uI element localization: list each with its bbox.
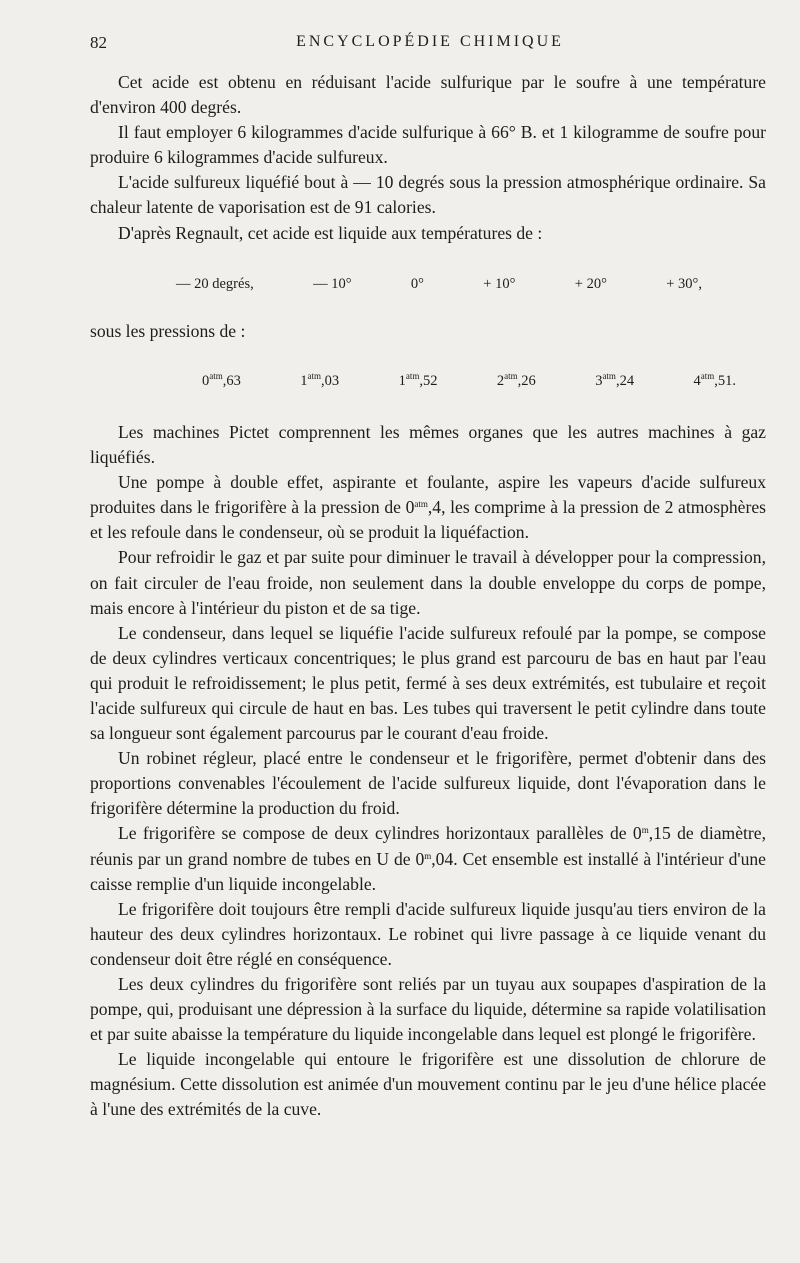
paragraph: D'après Regnault, cet acide est liquide aux températures de : <box>118 222 543 243</box>
temperature-value: + 30°, <box>666 275 702 292</box>
paragraph: Il faut employer 6 kilogrammes d'acide sulfurique à 66° B. et 1 kilogramme de soufre pour produire 6 kilogrammes d'acide sulfureux. <box>90 122 766 168</box>
temperature-row <box>176 272 702 297</box>
pressure-value: $3^{atm},24$ <box>595 370 635 389</box>
paragraph: Les deux cylindres du frigorifère sont reliés par un tuyau aux soupapes d'aspiration de la pompe, qui, produisant une dépression à la surface du liquide, détermine sa rapide volatilisation et par suite abaisse la température du liquide incongelable dans lequel est plongé le frigorifère. <box>90 974 766 1045</box>
pressure-value: $1^{atm},52$ <box>398 370 438 389</box>
paragraph: Un robinet régleur, placé entre le condenseur et le frigorifère, permet d'obtenir dans des proportions convenables l'écoulement de l'acide sulfureux liquide, dont l'évaporation dans le frigorifère détermine la production du froid. <box>90 748 766 819</box>
page-number: 82 <box>90 33 107 52</box>
page-body <box>90 70 766 1123</box>
paragraph: Pour refroidir le gaz et par suite pour diminuer le travail à développer pour la compression, on fait circuler de l'eau froide, non seulement dans la double enveloppe du corps de pompe, mais encore à l'intérieur du piston et de sa tige. <box>90 547 766 618</box>
page-header <box>90 33 770 57</box>
pressure-value: $4^{atm},51$. <box>693 370 736 389</box>
pressure-value: $0^{atm},63$ <box>202 370 241 389</box>
pressure-row <box>202 369 736 394</box>
paragraph: Le condenseur, dans lequel se liquéfie l'acide sulfureux refoulé par la pompe, se compose de deux cylindres verticaux concentriques; le plus grand est parcouru de bas en haut par l'eau qui produit le refroidissement; le plus petit, fermé à ses deux extrémités, est tubulaire et reçoit l'acide sulfureux qui circule de haut en bas. Les tubes qui traversent le petit cylindre dans toute sa longueur sont également parcourus par le courant d'eau froide. <box>90 622 766 744</box>
paragraph: Le frigorifère se compose de deux cylindres horizontaux parallèles de 0$^m$,15 de diamètre, réunis par un grand nombre de tubes en U de 0$^m$,04. Cet ensemble est installé à l'intérieur d'une caisse remplie d'un liquide incongelable. <box>90 823 767 894</box>
running-title: ENCYCLOPÉDIE CHIMIQUE <box>296 33 564 50</box>
temperature-value: + 10° <box>483 275 516 292</box>
paragraph: Les machines Pictet comprennent les mêmes organes que les autres machines à gaz liquéfiés. <box>90 421 766 468</box>
paragraph: Le frigorifère doit toujours être rempli d'acide sulfureux liquide jusqu'au tiers environ de la hauteur des deux cylindres horizontaux. Le robinet qui livre passage à ce liquide venant du condenseur doit être réglé en conséquence. <box>90 898 766 969</box>
temperature-value: 0° <box>410 275 424 292</box>
paragraph: Cet acide est obtenu en réduisant l'acide sulfurique par le soufre à une température d'environ 400 degrés. <box>90 72 766 118</box>
paragraph: Le liquide incongelable qui entoure le frigorifère est une dissolution de chlorure de magnésium. Cette dissolution est animée d'un mouvement continu par le jeu d'une hélice placée à l'une des extrémités de la cuve. <box>90 1049 766 1120</box>
temperature-value: — 20 degrés, <box>176 275 254 292</box>
pressure-value: $1^{atm},03$ <box>300 370 340 389</box>
paragraph: Une pompe à double effet, aspirante et foulante, aspire les vapeurs d'acide sulfureux produites dans le frigorifère à la pression de $0^{atm},4$, les comprime à la pression de 2 atmosphères et les refoule dans le condenseur, où se produit la liquéfaction. <box>90 472 766 543</box>
paragraph: sous les pressions de : <box>90 320 246 341</box>
temperature-value: — 10° <box>313 275 352 292</box>
pressure-value: $2^{atm},26$ <box>496 370 536 389</box>
temperature-value: + 20° <box>574 275 607 292</box>
paragraph: L'acide sulfureux liquéfié bout à — 10 degrés sous la pression atmosphérique ordinaire. Sa chaleur latente de vaporisation est de 91 calories. <box>90 172 766 218</box>
